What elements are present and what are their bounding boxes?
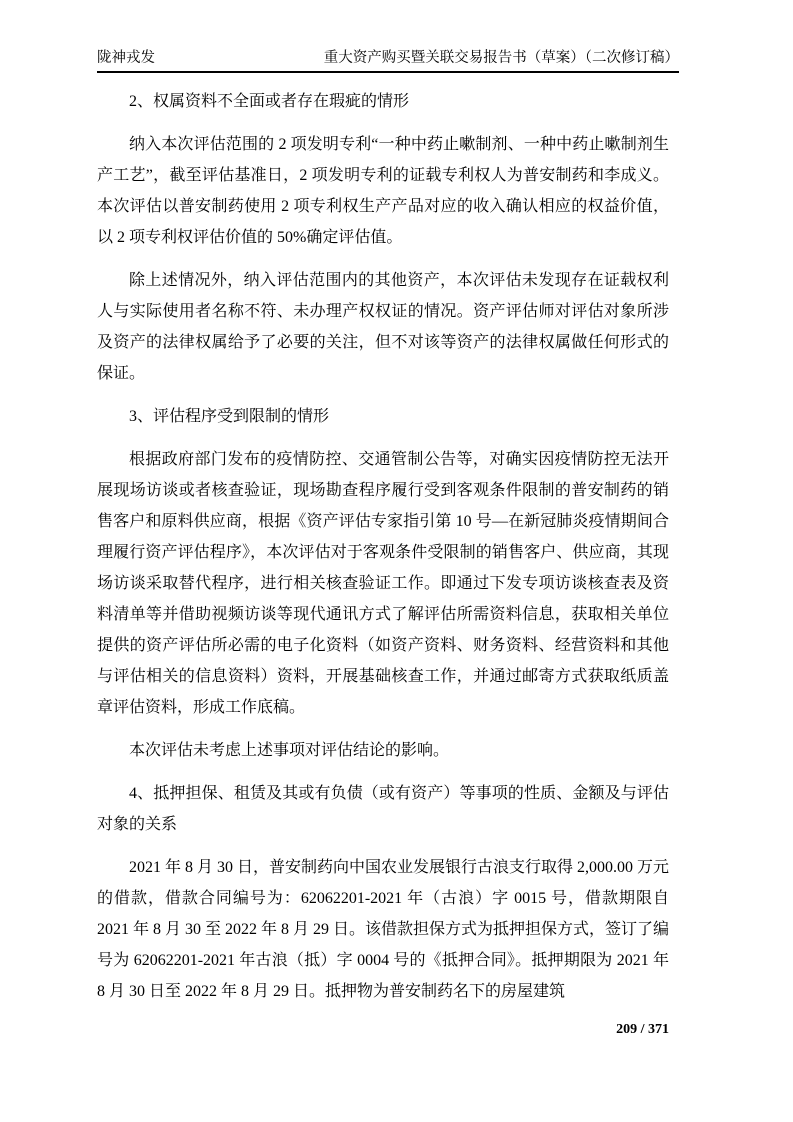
paragraph-other-assets: 除上述情况外，纳入评估范围内的其他资产，本次评估未发现存在证载权利人与实际使用者名称不符、未办理产权权证的情况。资产评估师对评估对象所涉及资产的法律权属给予了必要的关注，但不对该等资产的法律权属做任何形式的保证。 [97,272,669,382]
header-divider [97,71,679,73]
document-body [97,86,669,1019]
header-report-title: 重大资产购买暨关联交易报告书（草案）（二次修订稿） [323,50,679,66]
header-company-short-name: 陇神戎发 [97,50,155,66]
paragraph-evaluation-conclusion: 本次评估未考虑上述事项对评估结论的影响。 [129,742,450,759]
paragraph-patent-scope: 纳入本次评估范围的 2 项发明专利“一种中药止嗽制剂、一种中药止嗽制剂生产工艺”，截至评估基准日，2 项发明专利的证载专利权人为普安制药和李成义。本次评估以普安制药使用 2 项专利权生产产品对应的收入确认相应的权益价值，以 2 项专利权评估价值的 50%确定评估值。 [97,136,669,246]
page-header [97,48,679,68]
paragraph-covid-procedures: 根据政府部门发布的疫情防控、交通管制公告等，对确实因疫情防控无法开展现场访谈或者核查验证，现场勘查程序履行受到客观条件限制的普安制药的销售客户和原料供应商，根据《资产评估专家指引第 10 号—在新冠肺炎疫情期间合理履行资产评估程序》，本次评估对于客观条件受限制的销售客户、供应商，其现场访谈采取替代程序，进行相关核查验证工作。即通过下发专项访谈核查表及资料清单等并借助视频访谈等现代通讯方式了解评估所需资料信息，获取相关单位提供的资产评估所必需的电子化资料（如资产资料、财务资料、经营资料和其他与评估相关的信息资料）资料，开展基础核查工作，并通过邮寄方式获取纸质盖章评估资料，形成工作底稿。 [97,451,669,716]
section-heading-2: 2、权属资料不全面或者存在瑕疵的情形 [129,93,410,110]
paragraph-mortgage-loan: 2021 年 8 月 30 日，普安制药向中国农业发展银行古浪支行取得 2,000.00 万元的借款，借款合同编号为：62062201-2021 年（古浪）字 0015 号，借款期限自 2021 年 8 月 30 至 2022 年 8 月 29 日。该借款担保方式为抵押担保方式，签订了编号为 62062201-2021 年古浪（抵）字 0004 号的《抵押合同》。抵押期限为 2021 年 8 月 30 日至 2022 年 8 月 29 日。抵押物为普安制药名下的房屋建筑 [97,859,670,1000]
page-number: 209 / 371 [616,1022,669,1037]
section-heading-4: 4、抵押担保、租赁及其或有负债（或有资产）等事项的性质、金额及与评估对象的关系 [97,785,669,833]
section-heading-3: 3、评估程序受到限制的情形 [129,408,330,425]
